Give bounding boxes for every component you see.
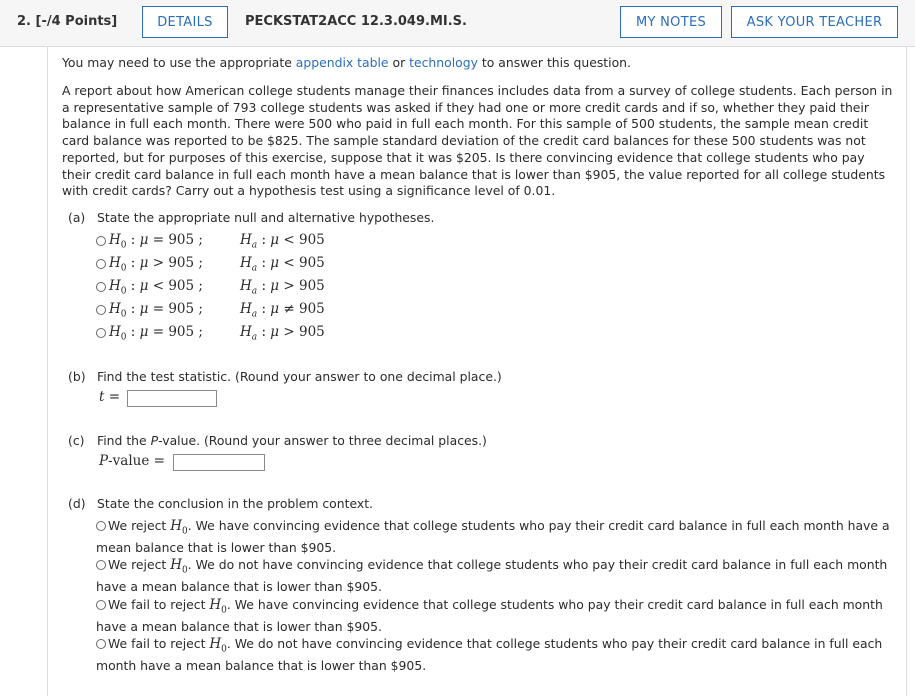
part-a-label: (a) — [68, 210, 86, 225]
alternative-hypothesis: $H_a$ : μ ≠ 905 — [240, 301, 325, 320]
p-value-label: P-value = — [99, 453, 165, 469]
ask-teacher-button[interactable]: ASK YOUR TEACHER — [731, 6, 898, 38]
details-button[interactable]: DETAILS — [142, 6, 228, 38]
radio-button[interactable] — [96, 560, 106, 570]
alternative-hypothesis: $H_a$ : μ < 905 — [240, 255, 325, 274]
alternative-hypothesis: $H_a$ : μ > 905 — [240, 278, 325, 297]
part-d-prompt: State the conclusion in the problem context. — [97, 496, 373, 511]
null-hypothesis: $H_0$ : μ = 905 ; — [109, 324, 203, 343]
part-c-prompt: Find the P-value. (Round your answer to three decimal places.) — [97, 433, 487, 448]
conclusion-option[interactable]: We reject $H_0$. We do not have convincing evidence that college students who pay their credit card balance in full each month have a mean balance that is lower than $905. — [96, 557, 888, 595]
hypothesis-option[interactable] — [96, 301, 396, 321]
null-hypothesis: $H_0$ : μ = 905 ; — [109, 301, 203, 320]
conclusion-option[interactable]: We reject $H_0$. We have convincing evidence that college students who pay their credit card balance in full each month have a mean balance that is lower than $905. — [96, 518, 890, 556]
radio-button[interactable] — [96, 328, 106, 338]
hypothesis-option[interactable] — [96, 255, 396, 275]
null-hypothesis: $H_0$ : μ = 905 ; — [109, 232, 203, 251]
radio-button[interactable] — [96, 282, 106, 292]
radio-button[interactable] — [96, 639, 106, 649]
radio-button[interactable] — [96, 521, 106, 531]
alternative-hypothesis: $H_a$ : μ > 905 — [240, 324, 325, 343]
radio-button[interactable] — [96, 600, 106, 610]
radio-button[interactable] — [96, 305, 106, 315]
question-number: 2. [-/4 Points] — [17, 14, 118, 29]
radio-button[interactable] — [96, 236, 106, 246]
conclusion-option[interactable]: We fail to reject $H_0$. We have convincing evidence that college students who pay their credit card balance in full each month have a mean balance that is lower than $905. — [96, 597, 883, 635]
part-b-prompt: Find the test statistic. (Round your answer to one decimal place.) — [97, 369, 502, 384]
technology-link[interactable]: technology — [409, 55, 478, 70]
problem-statement: A report about how American college students manage their finances includes data from a survey of college students. Each person in a representative sample of 793 college students was asked if they had one or more credit cards and if so, whether they paid their balance in full each month. There were 500 who paid in full each month. For this sample of 500 students, the sample mean credit card balance was reported to be $825. The sample standard deviation of the credit card balances for these 500 students was not reported, but for purposes of this exercise, suppose that it was $205. Is there convincing evidence that college students who pay their credit card balance in full each month have a mean balance that is lower than $905, the value reported for all college students with credit cards? Carry out a hypothesis test using a significance level of 0.01. — [62, 83, 893, 199]
intro-text: You may need to use the appropriate appendix table or technology to answer this question. — [62, 55, 631, 70]
part-c-label: (c) — [68, 433, 85, 448]
part-d-label: (d) — [68, 496, 86, 511]
test-statistic-input[interactable] — [127, 390, 217, 407]
null-hypothesis: $H_0$ : μ < 905 ; — [109, 278, 203, 297]
alternative-hypothesis: $H_a$ : μ < 905 — [240, 232, 325, 251]
problem-code: PECKSTAT2ACC 12.3.049.MI.S. — [245, 14, 467, 29]
question-header — [0, 0, 915, 47]
hypothesis-option[interactable] — [96, 324, 396, 344]
hypothesis-option[interactable] — [96, 232, 396, 252]
question-content — [47, 46, 907, 696]
test-statistic-label: t = — [99, 389, 121, 405]
part-a-prompt: State the appropriate null and alternative hypotheses. — [97, 210, 435, 225]
appendix-table-link[interactable]: appendix table — [295, 55, 389, 70]
hypothesis-option[interactable] — [96, 278, 396, 298]
my-notes-button[interactable]: MY NOTES — [620, 6, 722, 38]
radio-button[interactable] — [96, 259, 106, 269]
null-hypothesis: $H_0$ : μ > 905 ; — [109, 255, 203, 274]
conclusion-option[interactable]: We fail to reject $H_0$. We do not have convincing evidence that college students who pay their credit card balance in full each month have a mean balance that is lower than $905. — [96, 636, 883, 674]
p-value-input[interactable] — [173, 454, 265, 471]
part-b-label: (b) — [68, 369, 86, 384]
points-label: [-/4 Points] — [35, 14, 118, 29]
